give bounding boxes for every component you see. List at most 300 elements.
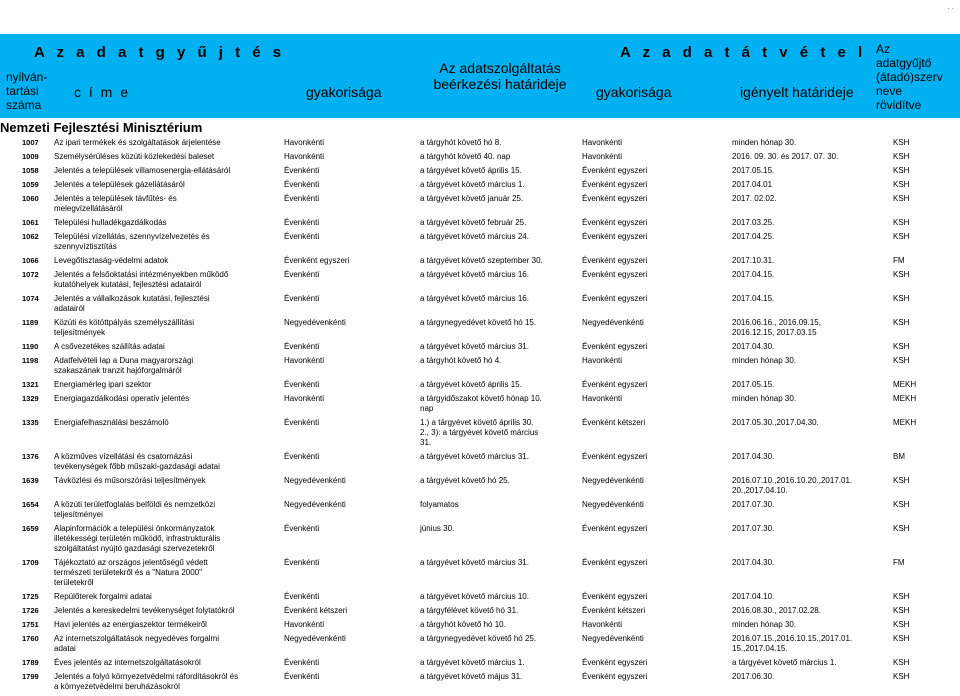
row-frequency: Évenkénti [284, 218, 320, 227]
table-row [0, 270, 960, 294]
table-row [0, 620, 960, 634]
row-org: MEKH [893, 418, 917, 427]
row-deadline [420, 524, 454, 534]
table-row [0, 218, 960, 232]
row-name-line: melegvízellátásáról [54, 204, 123, 213]
header-sub-freq-1: gyakorisága [306, 84, 382, 100]
row-name-line: teljesítményei [54, 510, 103, 519]
row-name [54, 606, 235, 616]
table-row [0, 606, 960, 620]
row-transfer-frequency: Negyedévenkénti [582, 634, 644, 643]
row-transfer-deadline [732, 658, 837, 668]
row-id: 1376 [22, 452, 39, 461]
row-transfer-deadline [732, 672, 774, 682]
row-transfer-deadline-line: 2016.08.30., 2017.02.28. [732, 606, 821, 615]
row-id: 1058 [22, 166, 39, 175]
row-transfer-frequency: Évenként egyszeri [582, 524, 648, 533]
row-transfer-deadline-line: 2017.05.30.,2017.04.30. [732, 418, 819, 427]
header-col-title-4d: neve [876, 84, 903, 98]
row-transfer-deadline-line: 2017.04.25. [732, 232, 775, 241]
row-frequency: Negyedévenkénti [284, 476, 346, 485]
row-deadline-line: a tárgyhót követő 40. nap [420, 152, 511, 161]
row-name [54, 256, 168, 266]
row-org: FM [893, 256, 905, 265]
row-deadline-line: a tárgyévet követő március 31. [420, 452, 529, 461]
row-deadline-line: a tárgyévet követő március 31. [420, 342, 529, 351]
row-deadline-line: 2., 3): a tárgyévet követő március [420, 428, 539, 437]
table-row [0, 524, 960, 558]
row-name-line: Közúti és kötöttpályás személyszállítási [54, 318, 195, 327]
row-deadline [420, 634, 536, 644]
row-deadline-line: nap [420, 404, 434, 413]
row-name [54, 180, 185, 190]
row-name-line: adatai [54, 644, 76, 653]
row-deadline-line: a tárgyévet követő hó 25. [420, 476, 510, 485]
row-id: 1059 [22, 180, 39, 189]
row-transfer-deadline-line: 2017.07.30. [732, 524, 775, 533]
row-frequency: Évenkénti [284, 558, 320, 567]
row-org: KSH [893, 524, 910, 533]
row-deadline [420, 342, 529, 352]
row-id: 1760 [22, 634, 39, 643]
header-col-title-4c: (átadó)szerv [876, 70, 943, 84]
table-row [0, 672, 960, 696]
row-transfer-deadline-line: 2016.07.15.,2016.10.15.,2017.01. [732, 634, 853, 643]
row-transfer-deadline-line: 2016.07.10.,2016.10.20.,2017.01. [732, 476, 853, 485]
row-org: KSH [893, 356, 910, 365]
row-frequency: Évenkénti [284, 180, 320, 189]
row-deadline-line: a tárgyhót követő hó 8. [420, 138, 502, 147]
row-id: 1654 [22, 500, 39, 509]
row-name-line: Jelentés a kereskedelmi tevékenységet folytatókról [54, 606, 235, 615]
row-deadline-line: a tárgyévet követő március 31. [420, 558, 529, 567]
row-deadline [420, 380, 522, 390]
row-org: KSH [893, 180, 910, 189]
row-org: KSH [893, 232, 910, 241]
row-deadline-line: a tárgyévet követő január 25. [420, 194, 524, 203]
row-deadline-line: a tárgyévet követő március 24. [420, 232, 529, 241]
row-transfer-deadline [732, 476, 852, 496]
row-name-line: Az internetszolgáltatások negyedéves forgalmi [54, 634, 219, 643]
row-transfer-frequency: Évenként egyszeri [582, 672, 648, 681]
row-org: BM [893, 452, 905, 461]
row-transfer-deadline [732, 558, 774, 568]
row-deadline [420, 476, 510, 486]
row-transfer-deadline [732, 152, 838, 162]
row-deadline [420, 606, 518, 616]
row-deadline-line: a tárgyhót követő hó 10. [420, 620, 506, 629]
table-row [0, 476, 960, 500]
row-id: 1060 [22, 194, 39, 203]
row-transfer-deadline [732, 270, 774, 280]
row-frequency: Évenkénti [284, 342, 320, 351]
row-deadline [420, 270, 529, 280]
row-org: KSH [893, 138, 910, 147]
table-header [0, 34, 960, 118]
row-deadline [420, 256, 543, 266]
row-id: 1074 [22, 294, 39, 303]
row-id: 1198 [22, 356, 39, 365]
row-name-line: Energiafelhasználási beszámoló [54, 418, 169, 427]
row-transfer-frequency: Évenként egyszeri [582, 194, 648, 203]
row-id: 1659 [22, 524, 39, 533]
row-frequency: Évenkénti [284, 672, 320, 681]
row-name [54, 342, 165, 352]
row-org: KSH [893, 294, 910, 303]
row-id: 1009 [22, 152, 39, 161]
row-transfer-frequency: Évenként egyszeri [582, 380, 648, 389]
header-col-title-3: A z a d a t á t v é t e l [620, 44, 867, 61]
row-transfer-deadline [732, 218, 774, 228]
row-frequency: Havonkénti [284, 356, 325, 365]
table-row [0, 634, 960, 658]
row-frequency: Évenkénti [284, 194, 320, 203]
row-frequency: Havonkénti [284, 620, 325, 629]
row-transfer-deadline [732, 180, 772, 190]
row-org: KSH [893, 318, 910, 327]
row-transfer-deadline-line: 2017.04.15. [732, 270, 775, 279]
header-sub-id-c: száma [6, 98, 42, 112]
row-transfer-deadline [732, 380, 774, 390]
header-sub-id-a: nyilván- [6, 70, 48, 84]
row-id: 1062 [22, 232, 39, 241]
row-transfer-frequency: Évenként egyszeri [582, 218, 648, 227]
row-transfer-frequency: Havonkénti [582, 620, 623, 629]
row-deadline [420, 194, 523, 204]
row-id: 1329 [22, 394, 39, 403]
row-name-line: Települési vízellátás, szennyvízelvezetés és [54, 232, 210, 241]
row-frequency: Évenkénti [284, 452, 320, 461]
row-frequency: Havonkénti [284, 152, 325, 161]
row-transfer-deadline [732, 256, 774, 266]
row-transfer-frequency: Havonkénti [582, 138, 623, 147]
row-transfer-frequency: Negyedévenkénti [582, 318, 644, 327]
row-frequency: Évenkénti [284, 418, 320, 427]
header-col-title-2: Az adatszolgáltatás [439, 60, 561, 76]
row-transfer-deadline [732, 620, 796, 630]
row-deadline [420, 500, 459, 510]
row-deadline [420, 620, 506, 630]
row-frequency: Évenként egyszeri [284, 256, 350, 265]
row-transfer-frequency: Évenként egyszeri [582, 452, 648, 461]
table-row [0, 342, 960, 356]
row-org: KSH [893, 658, 910, 667]
table-row [0, 500, 960, 524]
row-name-line: a környezetvédelmi beruházásokról [54, 682, 180, 691]
row-name-line: szolgáltatást nyújtó gazdasági szervezetekről [54, 544, 215, 553]
row-org: KSH [893, 166, 910, 175]
row-id: 1072 [22, 270, 39, 279]
row-transfer-frequency: Évenként egyszeri [582, 256, 648, 265]
row-transfer-deadline [732, 634, 852, 654]
row-name-line: kutatóhelyek kutatási, fejlesztési adatairól [54, 280, 202, 289]
table-row [0, 256, 960, 270]
row-name [54, 672, 238, 692]
row-name [54, 166, 230, 176]
row-id: 1639 [22, 476, 39, 485]
row-transfer-deadline [732, 394, 796, 404]
row-frequency: Évenkénti [284, 294, 320, 303]
row-name-line: szakaszának tranzit hajóforgalmáról [54, 366, 182, 375]
table-row [0, 194, 960, 218]
row-name-line: Tájékoztató az országos jelentőségű védett [54, 558, 208, 567]
row-transfer-deadline-line: 2017.04.30. [732, 452, 775, 461]
table-row [0, 138, 960, 152]
header-col-title-4e: rövidítve [876, 98, 922, 112]
row-transfer-deadline [732, 356, 796, 366]
row-name-line: Jelentés a települések gázellátásáról [54, 180, 185, 189]
row-id: 1725 [22, 592, 39, 601]
header-col-title-2b: beérkezési határideje [433, 76, 567, 92]
row-name-line: Jelentés a települések villamosenergia-ellátásáról [54, 166, 231, 175]
row-deadline-line: június 30. [420, 524, 455, 533]
row-org: KSH [893, 270, 910, 279]
row-org: KSH [893, 634, 910, 643]
row-transfer-frequency: Évenként egyszeri [582, 558, 648, 567]
row-deadline [420, 180, 525, 190]
row-name [54, 294, 210, 314]
row-name-line: tevékenységek főbb műszaki-gazdasági adatai [54, 462, 220, 471]
row-transfer-deadline [732, 194, 776, 204]
row-org: MEKH [893, 380, 917, 389]
row-transfer-deadline [732, 452, 774, 462]
row-transfer-deadline [732, 166, 774, 176]
row-transfer-deadline-line: minden hónap 30. [732, 620, 797, 629]
row-transfer-deadline-line: 20.,2017.04.10. [732, 486, 788, 495]
row-deadline [420, 672, 522, 682]
row-org: KSH [893, 500, 910, 509]
row-transfer-deadline-line: 2016.06.16., 2016.09.15, [732, 318, 821, 327]
row-transfer-deadline-line: 2017.04.30. [732, 342, 775, 351]
row-name-line: teljesítmények [54, 328, 106, 337]
row-name-line: Települési hulladékgazdálkodás [54, 218, 167, 227]
row-name [54, 394, 189, 404]
ministry-heading: Nemzeti Fejlesztési Minisztérium [0, 120, 203, 135]
row-id: 1061 [22, 218, 39, 227]
row-name-line: Repülőterek forgalmi adatai [54, 592, 152, 601]
row-name [54, 452, 220, 472]
row-name-line: Energiagazdálkodási operatív jelentés [54, 394, 190, 403]
row-deadline [420, 232, 529, 242]
row-name-line: Levegőtisztaság-védelmi adatok [54, 256, 169, 265]
row-transfer-deadline-line: 2017.06.30. [732, 672, 775, 681]
row-transfer-deadline [732, 232, 774, 242]
row-frequency: Évenkénti [284, 270, 320, 279]
data-table-body [0, 138, 960, 696]
row-transfer-deadline-line: a tárgyévet követő március 1. [732, 658, 837, 667]
table-row [0, 166, 960, 180]
table-row [0, 294, 960, 318]
row-transfer-deadline-line: 2017.10.31. [732, 256, 775, 265]
row-transfer-deadline [732, 342, 774, 352]
row-name [54, 270, 228, 290]
row-transfer-frequency: Évenként egyszeri [582, 592, 648, 601]
row-deadline-line: a tárgynegyedévet követő hó 15. [420, 318, 537, 327]
row-transfer-deadline [732, 418, 819, 428]
row-name-line: területekről [54, 578, 94, 587]
table-row [0, 558, 960, 592]
row-deadline [420, 418, 538, 448]
row-transfer-deadline-line: 2017.04.01 [732, 180, 773, 189]
row-name-line: Jelentés a felsőoktatási intézményekben működő [54, 270, 229, 279]
header-sub-freq-2: gyakorisága [596, 84, 672, 100]
row-transfer-deadline [732, 592, 774, 602]
row-name-line: illetékességi területén működő, infrastrukturális [54, 534, 221, 543]
row-org: KSH [893, 476, 910, 485]
row-name-line: szennyvíztisztítás [54, 242, 117, 251]
row-transfer-deadline-line: 2017.05.15. [732, 380, 775, 389]
row-transfer-frequency: Évenként egyszeri [582, 294, 648, 303]
row-id: 1335 [22, 418, 39, 427]
row-transfer-frequency: Havonkénti [582, 394, 623, 403]
row-deadline-line: 1.) a tárgyévet követő április 30. [420, 418, 534, 427]
row-deadline-line: a tárgyévet követő március 16. [420, 294, 529, 303]
row-name [54, 138, 221, 148]
row-transfer-deadline-line: 2017.07.30. [732, 500, 775, 509]
row-deadline [420, 152, 510, 162]
row-transfer-frequency: Negyedévenkénti [582, 476, 644, 485]
row-transfer-frequency: Havonkénti [582, 356, 623, 365]
row-name-line: Személysérüléses közúti közlekedési baleset [54, 152, 215, 161]
row-deadline-line: a tárgyévet követő február 25. [420, 218, 527, 227]
row-deadline-line: a tárgynegyedévet követő hó 25. [420, 634, 537, 643]
header-sub-name: c í m e [74, 84, 131, 100]
row-id: 1189 [22, 318, 39, 327]
row-frequency: Évenkénti [284, 658, 320, 667]
row-org: KSH [893, 606, 910, 615]
row-transfer-deadline-line: minden hónap 30. [732, 138, 797, 147]
row-transfer-deadline [732, 294, 774, 304]
row-name-line: természeti területekről és a "Natura 2000" [54, 568, 202, 577]
row-org: KSH [893, 194, 910, 203]
row-frequency: Évenként kétszeri [284, 606, 348, 615]
row-name [54, 524, 220, 554]
row-transfer-frequency: Havonkénti [582, 152, 623, 161]
row-org: KSH [893, 152, 910, 161]
row-deadline [420, 294, 529, 304]
row-name [54, 658, 201, 668]
row-name-line: A közműves vízellátási és csatornázási [54, 452, 193, 461]
row-deadline [420, 452, 529, 462]
row-id: 1066 [22, 256, 39, 265]
row-transfer-frequency: Évenként egyszeri [582, 166, 648, 175]
row-name-line: Energiamérleg ipari szektor [54, 380, 152, 389]
row-frequency: Évenkénti [284, 524, 320, 533]
table-row [0, 418, 960, 452]
row-org: KSH [893, 620, 910, 629]
row-deadline-line: a tárgyévet követő március 1. [420, 658, 525, 667]
row-deadline-line: 31. [420, 438, 432, 447]
row-name-line: A közúti területfoglalás belföldi és nemzetközi [54, 500, 215, 509]
row-transfer-frequency: Évenként egyszeri [582, 658, 648, 667]
row-name [54, 592, 152, 602]
row-deadline [420, 558, 529, 568]
row-deadline-line: a tárgyévet követő március 10. [420, 592, 529, 601]
row-transfer-deadline [732, 138, 796, 148]
row-name [54, 356, 193, 376]
table-row [0, 232, 960, 256]
row-frequency: Évenkénti [284, 380, 320, 389]
row-deadline [420, 166, 522, 176]
row-name [54, 194, 177, 214]
row-transfer-frequency: Negyedévenkénti [582, 500, 644, 509]
row-deadline-line: a tárgyidőszakot követő hónap 10. [420, 394, 542, 403]
row-transfer-deadline-line: 2017.04.15. [732, 294, 775, 303]
row-name-line: A csővezetékes szállítás adatai [54, 342, 165, 351]
row-transfer-frequency: Évenként kétszeri [582, 418, 646, 427]
row-name-line: Távközlési és műsorszórási teljesítmények [54, 476, 206, 485]
row-org: KSH [893, 218, 910, 227]
row-name-line: Éves jelentés az internetszolgáltatásokról [54, 658, 201, 667]
row-deadline [420, 218, 526, 228]
row-deadline-line: a tárgyévet követő szeptember 30. [420, 256, 543, 265]
row-name-line: Alapinformációk a települési önkormányzatok [54, 524, 215, 533]
row-transfer-deadline-line: minden hónap 30. [732, 394, 797, 403]
row-name [54, 620, 207, 630]
row-name-line: Jelentés a folyó környezetvédelmi ráfordításokról és [54, 672, 239, 681]
table-row [0, 658, 960, 672]
row-deadline-line: a tárgyévet követő március 1. [420, 180, 525, 189]
row-org: MEKH [893, 394, 917, 403]
row-frequency: Negyedévenkénti [284, 500, 346, 509]
row-name [54, 418, 169, 428]
table-row [0, 356, 960, 380]
row-name-line: Az ipari termékek és szolgáltatások árjelentése [54, 138, 221, 147]
header-sub-deadline: igényelt határideje [740, 84, 854, 100]
header-sub-id-b: tartási [6, 84, 39, 98]
row-transfer-frequency: Évenként egyszeri [582, 232, 648, 241]
row-transfer-deadline-line: 2017.03.25. [732, 218, 775, 227]
row-name-line: Jelentés a települések távfűtés- és [54, 194, 177, 203]
table-row [0, 318, 960, 342]
table-row [0, 452, 960, 476]
row-transfer-deadline [732, 500, 774, 510]
table-row [0, 380, 960, 394]
row-transfer-deadline-line: 2016.12.15, 2017.03.15 [732, 328, 817, 337]
row-deadline-line: a tárgyévet követő március 16. [420, 270, 529, 279]
row-frequency: Évenkénti [284, 592, 320, 601]
row-transfer-deadline-line: 15.,2017.04.15. [732, 644, 788, 653]
row-frequency: Negyedévenkénti [284, 634, 346, 643]
row-deadline [420, 318, 536, 328]
row-transfer-deadline-line: minden hónap 30. [732, 356, 797, 365]
row-transfer-deadline [732, 318, 821, 338]
row-transfer-frequency: Évenként kétszeri [582, 606, 646, 615]
row-id: 1799 [22, 672, 39, 681]
row-name-line: adatairól [54, 304, 85, 313]
row-name [54, 476, 206, 486]
row-transfer-deadline-line: 2016. 09. 30. és 2017. 07. 30. [732, 152, 839, 161]
row-name-line: Adatfelvételi lap a Duna magyarországi [54, 356, 194, 365]
row-deadline [420, 138, 501, 148]
row-transfer-deadline-line: 2017.05.15. [732, 166, 775, 175]
row-transfer-frequency: Évenként egyszeri [582, 270, 648, 279]
row-name [54, 218, 167, 228]
row-name [54, 152, 214, 162]
row-transfer-frequency: Évenként egyszeri [582, 180, 648, 189]
row-name [54, 232, 210, 252]
row-id: 1190 [22, 342, 39, 351]
row-transfer-deadline-line: 2017.04.30. [732, 558, 775, 567]
corner-dots: . . [947, 2, 954, 11]
row-deadline-line: a tárgyévet követő április 15. [420, 166, 522, 175]
row-transfer-deadline [732, 606, 821, 616]
row-deadline-line: folyamatos [420, 500, 459, 509]
row-deadline-line: a tárgyhót követő hó 4. [420, 356, 502, 365]
table-row [0, 394, 960, 418]
table-row [0, 592, 960, 606]
row-org: KSH [893, 592, 910, 601]
